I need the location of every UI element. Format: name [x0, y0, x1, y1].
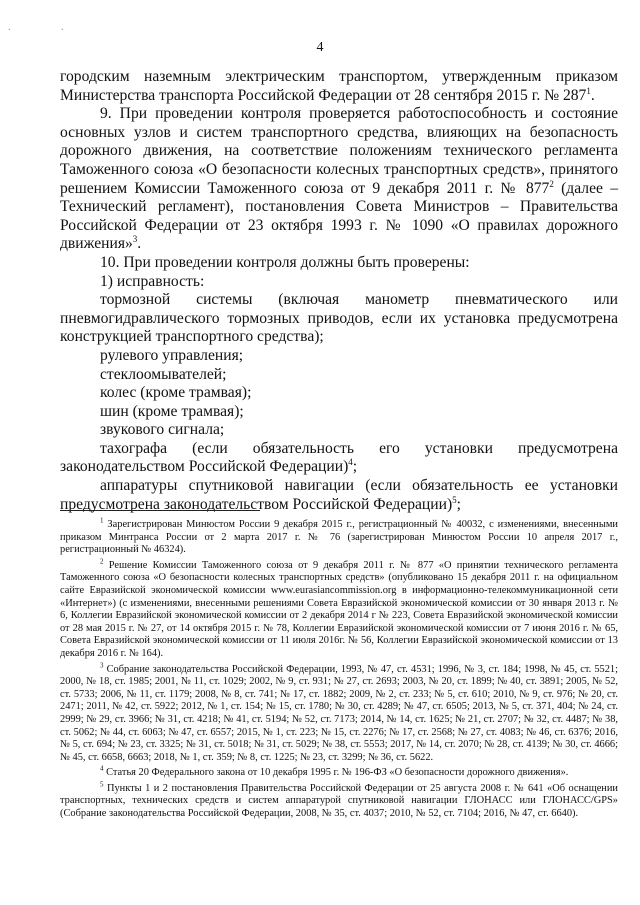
list-item-washers: стеклоомывателей;	[100, 365, 227, 383]
list-item-wheels: колес (кроме трамвая);	[100, 384, 252, 402]
page-number: 4	[316, 40, 324, 55]
footnote-5: $^5$ Пункты 1 и 2 постановления Правительства Российской Федерации от 25 августа 2008 г. № 641 «Об оснащении транспортных, технических средств и систем аппаратурой спутниковой навигации ГЛОНАСС или ГЛОНАСС/GPS» (Собрание законодательства Российской Федерации, 2008, № 35, ст. 4037; 2010, № 52, ст. 7104; 2016, № 47, ст. 6640).	[60, 780, 618, 820]
paragraph-item-9: 9. При проведении контроля проверяется работоспособность и состояние основных узлов и систем транспортного средства, влияющих на безопасность дорожного движения, на соответствие положениям технического регламента Таможенного союза «О безопасности колесных транспортных средств», принятого решением Комиссии Таможенного союза от 9 декабря 2011 г. № $877^2$ (далее – Технический регламент), постановления Совета Министров – Правительства Российской Федерации от 23 октября 1993 г. № 1090 «О правилах дорожного движения»$^3$.	[60, 105, 619, 253]
list-item-steering: рулевого управления;	[100, 346, 244, 364]
paragraph-item-10: 10. При проведении контроля должны быть проверены:	[100, 253, 470, 271]
list-item-tires: шин (кроме трамвая);	[100, 402, 244, 420]
footnote-ref-3[interactable]: 3	[132, 234, 138, 245]
footnote-4: $^4$ Статья 20 Федерального закона от 10 декабря 1995 г. № 196-ФЗ «О безопасности дорожного движения».	[100, 764, 569, 779]
main-text	[60, 68, 618, 514]
footnote-2: $^2$ Решение Комиссии Таможенного союза от 9 декабря 2011 г. № 877 «О принятии технического регламента Таможенного союза «О безопасности колесных транспортных средств» (опубликовано 15 декабря 2011 г. на официальном сайте Евразийской экономической комиссии www.eurasiancommission.org в информационно-телекоммуникационной сети «Интернет») (с изменениями, внесенными решениями Совета Евразийской экономической комиссии от 30 января 2013 г. № 6, Коллегии Евразийской экономической комиссии от 2 декабря 2014 г № 223, Совета Евразийской экономической комиссии от 28 мая 2015 г. № 27, от 14 октября 2015 г. № 78, Коллегии Евразийской экономической комиссии от 7 июня 2016 г. № 65, Совета Евразийской экономической комиссии от 11 июля 2016г. № 56, Коллегии Евразийской экономической комиссии от 13 декабря 2016 г. № 164).	[60, 557, 618, 659]
footnote-1: $^1$ Зарегистрирован Минюстом России 9 декабря 2015 г., регистрационный № 40032, с изменениями, внесенными приказом Минтранса России от 2 марта 2017 г. № 76 (зарегистрирован Минюстом России 10 апреля 2017 г., регистрационный № 46324).	[60, 516, 618, 556]
list-item-brakes: тормозной системы (включая манометр пневматического или пневмогидравлического тормозных приводов, если их установка предусмотрена конструкцией транспортного средства);	[60, 291, 618, 346]
footnote-ref-1[interactable]: 1	[586, 85, 591, 96]
footnotes	[60, 516, 618, 821]
footnote-ref-2[interactable]: 2	[549, 178, 554, 189]
scan-marks: . .	[8, 22, 88, 33]
subitem-1: 1) исправность:	[100, 272, 205, 290]
paragraph-order-reference: городским наземным электрическим транспортом, утвержденным приказом Министерства транспорта Российской Федерации от 28 сентября 2015 г. № $287^1$.	[60, 68, 618, 104]
list-item-tachograph: тахографа (если обязательность его установки предусмотрена законодательством Российской Федерации)$^4$;	[60, 439, 618, 476]
footnote-ref-5[interactable]: 5	[452, 494, 457, 505]
footnote-divider	[60, 510, 260, 511]
list-item-horn: звукового сигнала;	[100, 421, 225, 439]
footnote-3: $^3$ Собрание законодательства Российской Федерации, 1993, № 47, ст. 4531; 1996, № 3, ст. 184; 1998, № 45, ст. 5521; 2000, № 18, ст. 1985; 2001, № 11, ст. 1029; 2002, № 9, ст. 931; № 27, ст. 2693; 2003, № 20, ст. 1899; № 40, ст. 3891; 2005, № 52, ст. 5733; 2006, № 11, ст. 1179; 2008, № 8, ст. 741; № 17, ст. 1882; 2009, № 2, ст. 233; № 5, ст. 610; 2010, № 9, ст. 976; № 20, ст. 2471; 2011, № 42, ст. 5922; 2012, № 1, ст. 154; № 15, ст. 1780; № 30, ст. 4289; № 47, ст. 6505; 2013, № 5, ст. 371, 404; № 24, ст. 2999; № 29, ст. 3966; № 31, ст. 4218; № 41, ст. 5194; № 52, ст. 7173; 2014, № 14, ст. 1625; № 21, ст. 2707; № 32, ст. 4487; № 38, ст. 5062; № 44, ст. 6063; № 47, ст. 6557; 2015, № 1, ст. 223; № 15, ст. 2276; № 17, ст. 2568; № 27, ст. 4083; № 46, ст. 6376; 2016, № 5, ст. 694; № 23, ст. 3325; № 31, ст. 5018; № 31, ст. 5029; № 38, ст. 5553; 2017, № 14, ст. 2070; № 28, ст. 4139; № 30, ст. 4666; № 45, ст. 6658, 6663; 2018, № 1, ст. 359; № 8, ст. 1225; № 23, ст. 3299; № 36, ст. 5622.	[60, 661, 618, 763]
list-item-satellite-navigation: аппаратуры спутниковой навигации (если обязательность ее установки предусмотрена законодательством Российской Федерации)$^5$;	[60, 477, 618, 513]
footnote-ref-4[interactable]: 4	[348, 457, 353, 468]
